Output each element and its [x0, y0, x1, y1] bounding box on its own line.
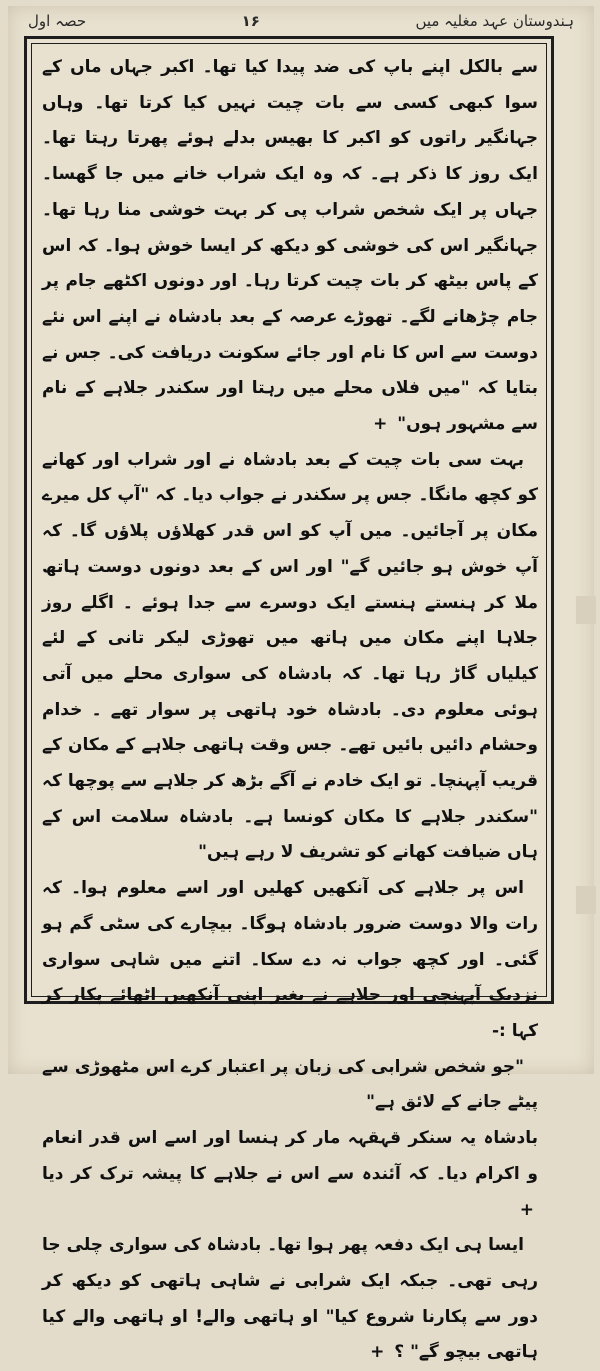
body-text	[42, 50, 538, 1363]
paragraph: اس پر جلاہے کی آنکھیں کھلیں اور اسے معلوم ہوا۔ کہ رات والا دوست ضرور بادشاہ ہوگا۔ بیچارے کی سٹی گم ہو گئی۔ اور کچھ جواب نہ دے سکا۔ اتنے میں شاہی سواری نزدیک آپہنچی اور جلاہے نے بغیر اپنی آنکھیں اٹھائے پکار کر کہا :-	[42, 878, 538, 1041]
paragraph-mark: +	[370, 1342, 385, 1363]
paragraph: بہت سی بات چیت کے بعد بادشاہ نے اور شراب اور کھانے کو کچھ مانگا۔ جس پر سکندر نے جواب دیا۔ کہ "آپ کل میرے مکان پر آجائیں۔ میں آپ کو اس قدر کھلاؤں پلاؤں گا۔ کہ آپ خوش ہو جائیں گے" اور اس کے بعد دونوں دوست ہاتھ ملا کر ہنستے ہنستے ایک دوسرے سے جدا ہوئے ۔ اگلے روز جلاہا اپنے مکان میں ہاتھ میں تھوڑی لیکر تانی کے لئے کیلیاں گاڑ رہا تھا۔ کہ بادشاہ کی سواری محلے میں آتی ہوئی معلوم دی۔ بادشاہ خود ہاتھی پر سوار تھے ۔ خدام وحشام دائیں بائیں تھے۔ جس وقت ہاتھی جلاہے کے مکان کے قریب آپہنچا۔ تو ایک خادم نے آگے بڑھ کر جلاہے سے پوچھا کہ "سکندر جلاہے کا مکان کونسا ہے۔ بادشاہ سلامت اس کے ہاں ضیافت کھانے کو تشریف لا رہے ہیں"	[42, 449, 538, 863]
part-label: حصہ اول	[28, 12, 87, 30]
book-title: ہندوستان عہد مغلیہ میں	[415, 12, 574, 30]
paragraph-mark: +	[519, 1199, 534, 1220]
page-number: ۱۶	[241, 12, 260, 30]
book-page	[8, 6, 594, 1363]
page-border	[24, 36, 554, 1363]
page-border-inner	[31, 43, 547, 1363]
paragraph-mark: +	[373, 414, 388, 435]
paragraph: ایسا ہی ایک دفعہ پھر ہوا تھا۔ بادشاہ کی سواری چلی جا رہی تھی۔ جبکہ ایک شرابی نے شاہی ہاتھی کو دیکھ کر دور سے پکارنا شروع کیا" او ہاتھی والے! او ہاتھی والے کیا ہاتھی بیچو گے" ؟ +	[42, 1235, 538, 1363]
paragraph: بادشاہ یہ سنکر قہقہہ مار کر ہنسا اور اسے اس قدر انعام و اکرام دیا۔ کہ آئندہ سے اس نے جلاہے کا پیشہ ترک کر دیا +	[42, 1128, 538, 1220]
quotation: "جو شخص شرابی کی زبان پر اعتبار کرے اس مٹھوڑی سے پیٹے جانے کے لائق ہے"	[42, 1056, 538, 1113]
running-header	[28, 8, 574, 34]
paper-tear	[576, 596, 596, 624]
paragraph: سے بالکل اپنے باپ کی ضد پیدا کیا تھا۔ اکبر جہاں ماں کے سوا کبھی کسی سے بات چیت نہیں کیا کرتا تھا۔ وہاں جہانگیر راتوں کو اکبر کا بھیس بدلے ہوئے پھرتا رہتا تھا۔ ایک روز کا ذکر ہے۔ کہ وہ ایک شراب خانے میں جا گھسا۔ جہاں پر ایک شخص شراب پی کر بہت خوشی منا رہا تھا۔ جہانگیر اس کی خوشی کو دیکھ کر ایسا خوش ہوا۔ کہ اس کے پاس بیٹھ کر بات چیت کرتا رہا۔ اور دونوں اکٹھے جام پر جام چڑھانے لگے۔ تھوڑے عرصہ کے بعد بادشاہ نے اپنے اس نئے دوست سے اس کا نام اور جائے سکونت دریافت کی۔ جس نے بتایا کہ "میں فلاں محلے میں رہتا اور سکندر جلاہے کے نام سے مشہور ہوں" +	[42, 57, 538, 435]
paper-tear	[576, 886, 596, 914]
